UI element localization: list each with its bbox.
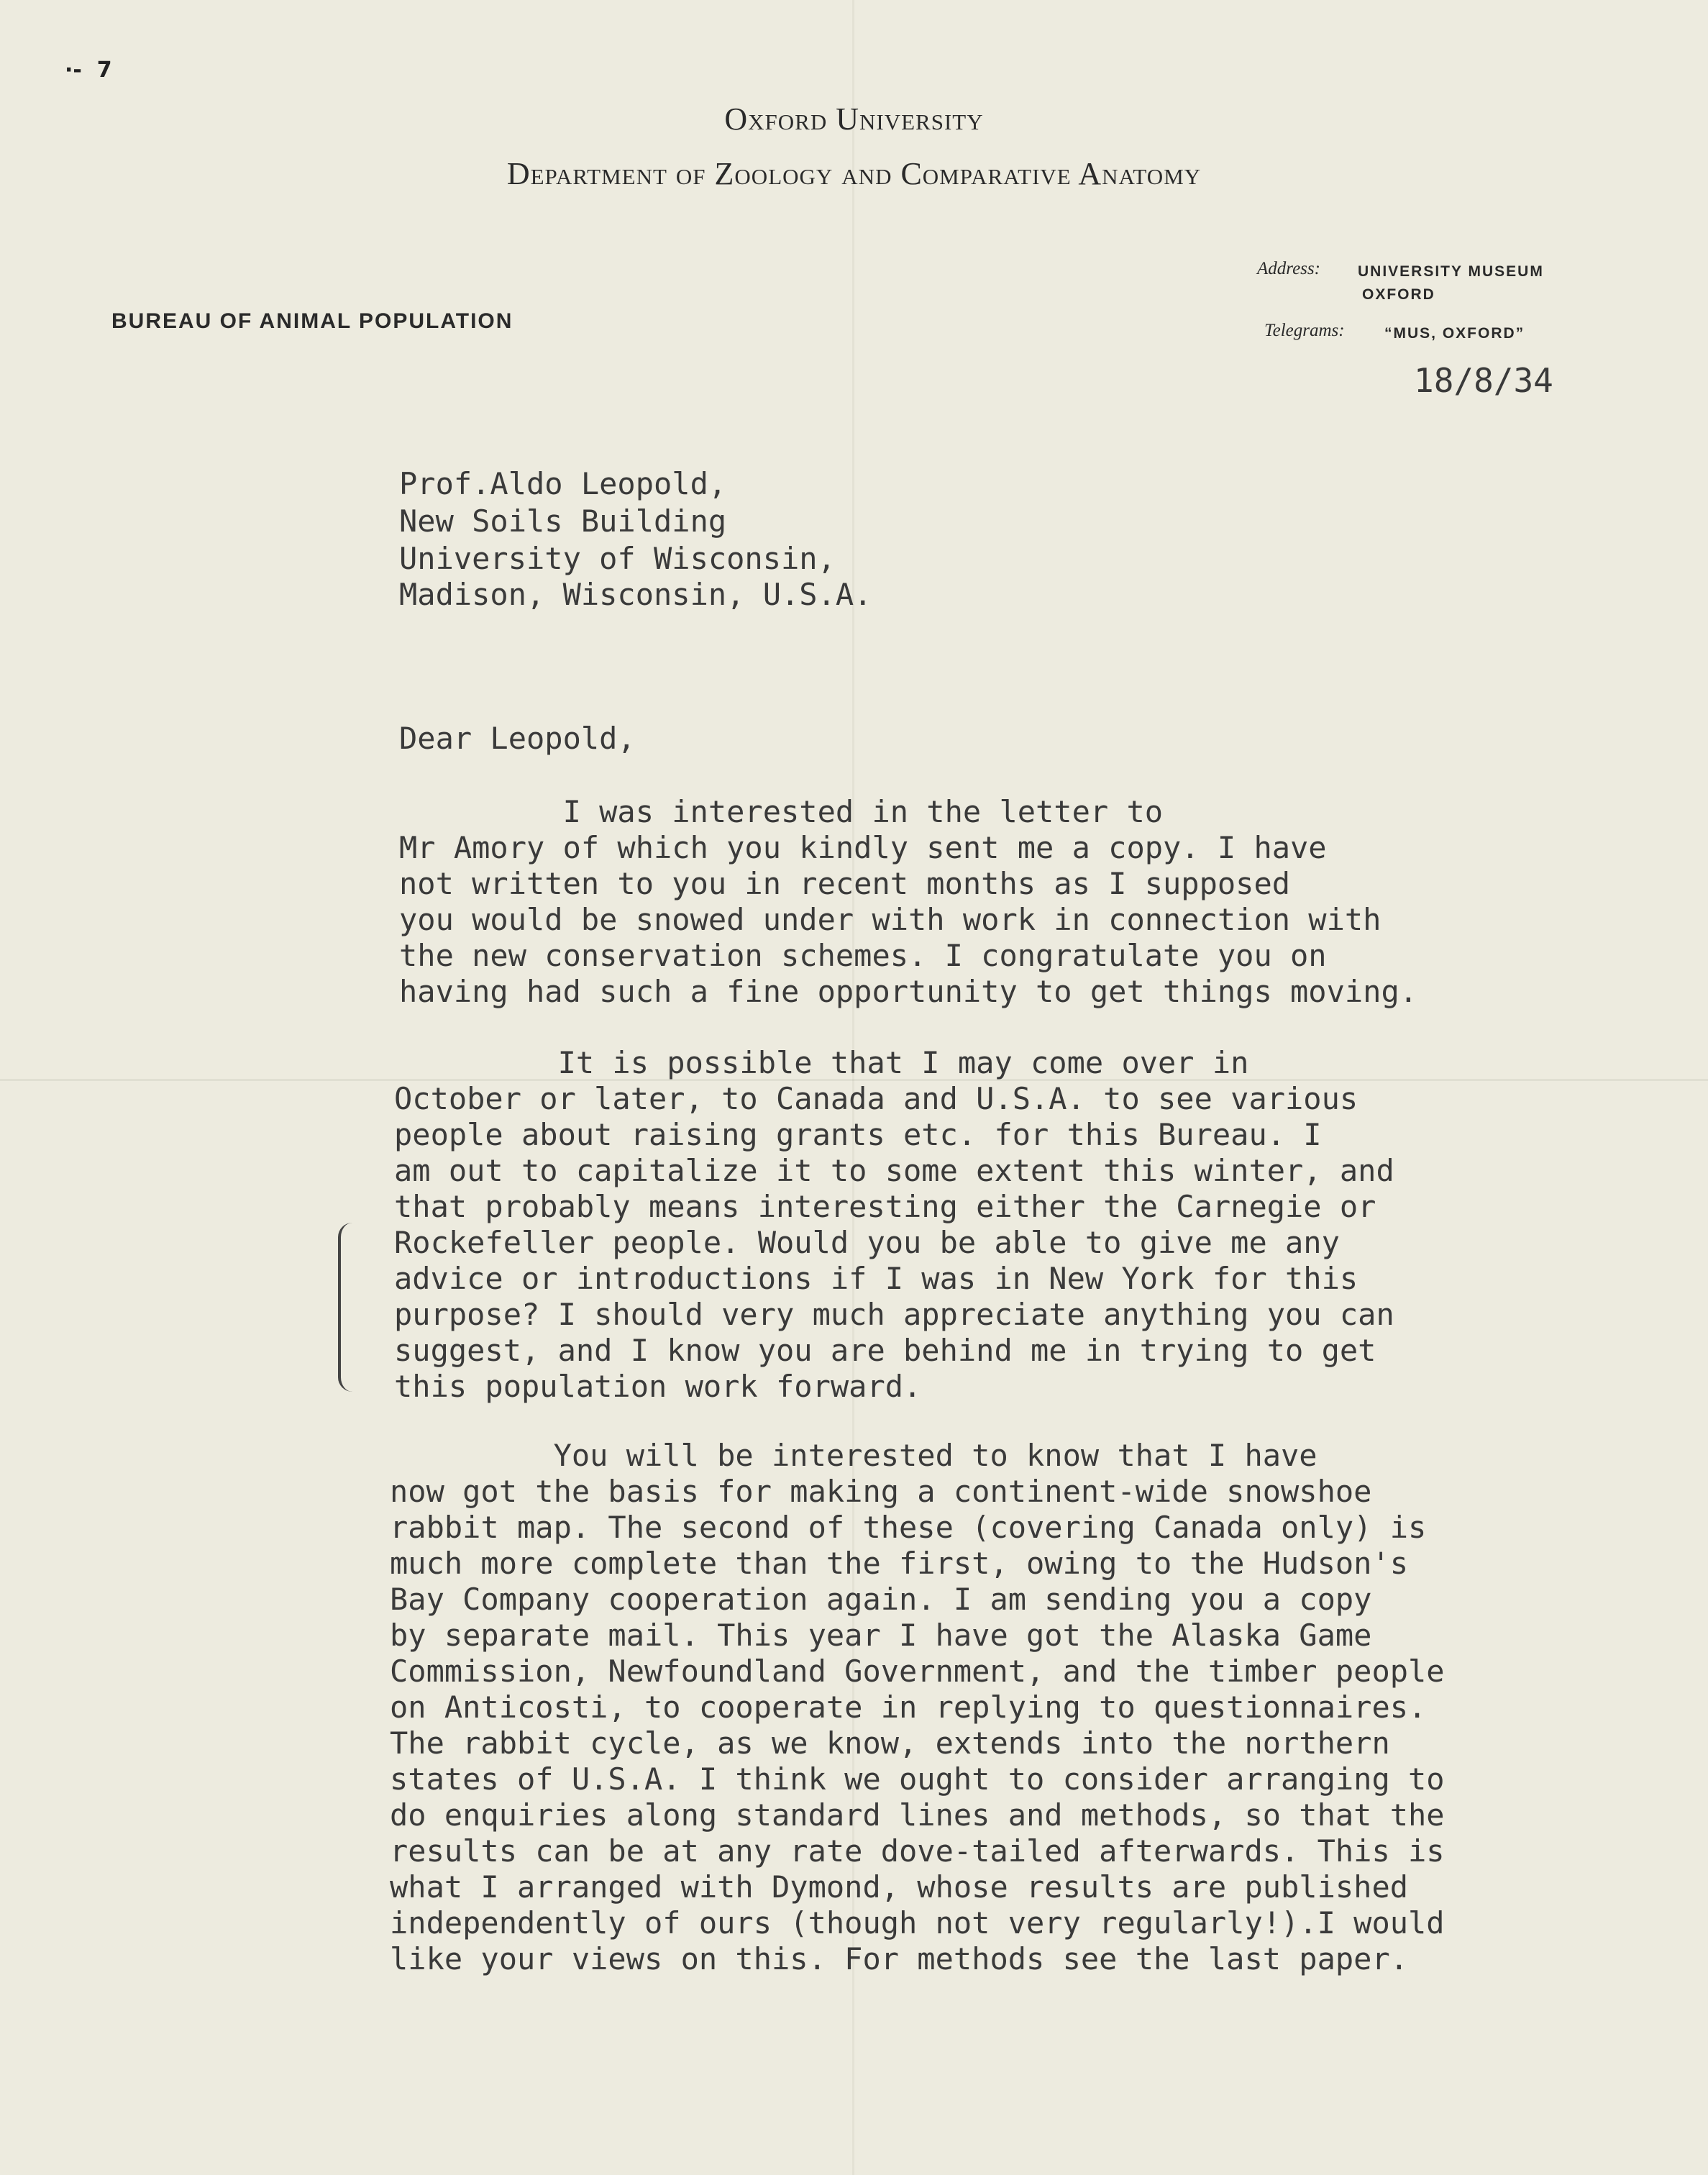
text-line: that probably means interesting either the Carnegie or bbox=[394, 1189, 1376, 1224]
text-line: October or later, to Canada and U.S.A. to see various bbox=[394, 1081, 1358, 1116]
text-line: not written to you in recent months as I supposed bbox=[399, 866, 1291, 901]
recipient-line: University of Wisconsin, bbox=[399, 541, 836, 576]
text-line: purpose? I should very much appreciate anything you can bbox=[394, 1297, 1394, 1332]
text-line: You will be interested to know that I have bbox=[390, 1438, 1317, 1473]
address-line-2: OXFORD bbox=[1362, 286, 1435, 303]
letterhead-department: Department of Zoology and Comparative Anatomy bbox=[506, 156, 1202, 191]
text-line: people about raising grants etc. for this Bureau. I bbox=[394, 1117, 1322, 1152]
text-line: what I arranged with Dymond, whose results are published bbox=[390, 1869, 1409, 1905]
text-line: like your views on this. For methods see the last paper. bbox=[390, 1941, 1409, 1976]
text-line: much more complete than the first, owing to the Hudson's bbox=[390, 1546, 1409, 1581]
text-line: you would be snowed under with work in connection with bbox=[399, 902, 1382, 937]
letter-date: 18/8/34 bbox=[1414, 361, 1553, 400]
paragraph-3 bbox=[390, 1438, 1445, 1977]
letterhead-bureau: BUREAU OF ANIMAL POPULATION bbox=[111, 309, 513, 333]
recipient-line: Prof.Aldo Leopold, bbox=[399, 466, 727, 501]
text-line: this population work forward. bbox=[394, 1369, 922, 1404]
address-line-1: UNIVERSITY MUSEUM bbox=[1358, 263, 1544, 280]
text-line: on Anticosti, to cooperate in replying to questionnaires. bbox=[390, 1690, 1427, 1725]
recipient-line: New Soils Building bbox=[399, 503, 727, 539]
text-line: having had such a fine opportunity to get things moving. bbox=[399, 974, 1418, 1009]
text-line: suggest, and I know you are behind me in trying to get bbox=[394, 1333, 1376, 1368]
text-line: by separate mail. This year I have got the Alaska Game bbox=[390, 1618, 1372, 1653]
corner-ink-mark: ·- 7 bbox=[65, 58, 112, 83]
text-line: Bay Company cooperation again. I am sending you a copy bbox=[390, 1582, 1372, 1617]
text-line: I was interested in the letter to bbox=[399, 794, 1164, 829]
telegrams-label: Telegrams: bbox=[1264, 321, 1345, 340]
text-line: states of U.S.A. I think we ought to consider arranging to bbox=[390, 1761, 1445, 1797]
paragraph-1 bbox=[399, 794, 1417, 1010]
text-line: independently of ours (though not very regularly!).I would bbox=[390, 1905, 1445, 1941]
text-line: advice or introductions if I was in New York for this bbox=[394, 1261, 1358, 1296]
recipient-line: Madison, Wisconsin, U.S.A. bbox=[399, 577, 872, 612]
text-line: do enquiries along standard lines and methods, so that the bbox=[390, 1797, 1445, 1833]
text-line: Mr Amory of which you kindly sent me a copy. I have bbox=[399, 830, 1327, 865]
margin-pencil-bracket bbox=[338, 1223, 354, 1392]
text-line: Commission, Newfoundland Government, and the timber people bbox=[390, 1654, 1445, 1689]
text-line: results can be at any rate dove-tailed afterwards. This is bbox=[390, 1833, 1445, 1869]
text-line: am out to capitalize it to some extent this winter, and bbox=[394, 1153, 1394, 1188]
address-label: Address: bbox=[1257, 259, 1320, 278]
text-line: The rabbit cycle, as we know, extends into the northern bbox=[390, 1725, 1390, 1761]
text-line: the new conservation schemes. I congratulate you on bbox=[399, 938, 1327, 973]
text-line: rabbit map. The second of these (covering Canada only) is bbox=[390, 1510, 1427, 1545]
telegrams-value: “MUS, OXFORD” bbox=[1384, 325, 1525, 342]
salutation: Dear Leopold, bbox=[399, 721, 636, 756]
paragraph-2 bbox=[394, 1045, 1394, 1405]
text-line: It is possible that I may come over in bbox=[394, 1045, 1249, 1080]
text-line: now got the basis for making a continent-wide snowshoe bbox=[390, 1474, 1372, 1509]
letterhead-university: Oxford University bbox=[724, 101, 984, 137]
text-line: Rockefeller people. Would you be able to give me any bbox=[394, 1225, 1340, 1260]
